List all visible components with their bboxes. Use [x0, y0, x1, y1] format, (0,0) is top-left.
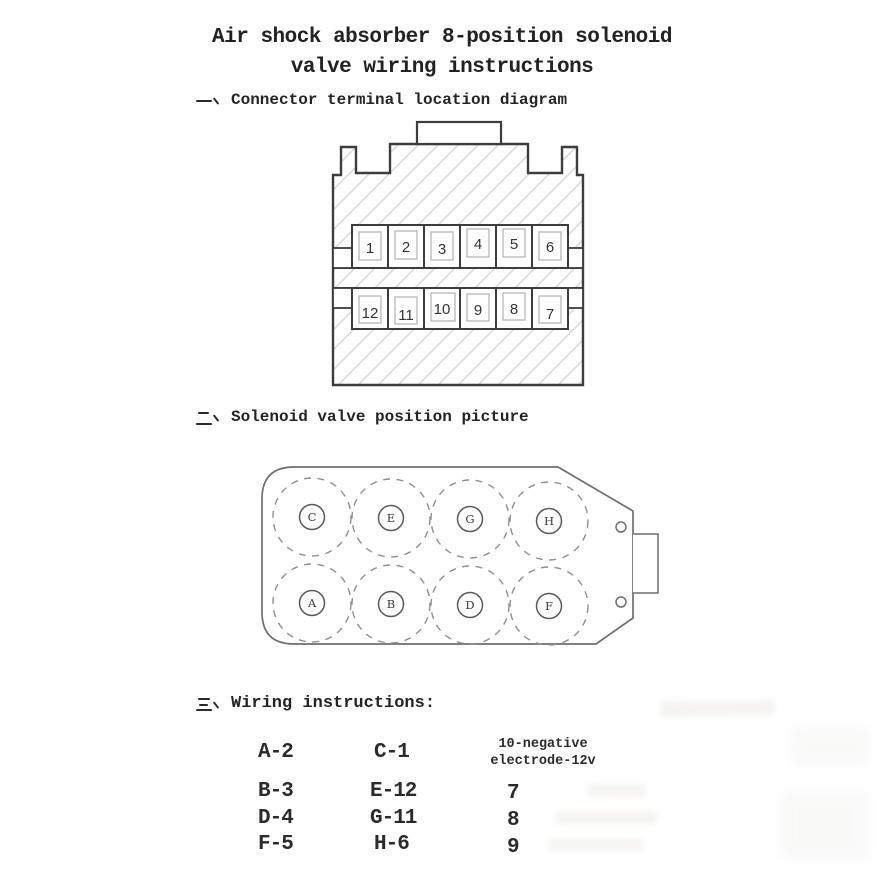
wiring-terminal-9: 9	[507, 836, 519, 859]
wiring-pair-B3: B-3	[258, 780, 293, 803]
wiring-pair-A2: A-2	[258, 741, 293, 764]
terminal-8-label: 8	[509, 301, 519, 318]
wiring-terminal-7: 7	[507, 782, 519, 805]
terminal-row-top	[352, 225, 568, 268]
valve-F-label: F	[545, 599, 553, 613]
section-1-heading	[195, 91, 567, 109]
page-title-line1: Air shock absorber 8-position solenoid	[212, 26, 672, 49]
connector-key-tab	[417, 122, 501, 144]
cjk-comma-mark	[212, 697, 223, 711]
bleed-through-smudge	[556, 811, 658, 824]
section-2-heading	[195, 408, 529, 426]
bleed-through-smudge	[548, 838, 644, 851]
cjk-three-marker	[195, 698, 212, 711]
terminal-10-label: 10	[433, 301, 451, 318]
terminal-6-label: 6	[545, 239, 555, 256]
valve-connector-tab	[633, 534, 658, 593]
negative-note-line1: 10-negative	[498, 737, 588, 752]
valve-G-label: G	[465, 512, 475, 526]
terminal-11-label: 11	[398, 307, 414, 324]
cjk-comma-mark	[212, 93, 223, 107]
bleed-through-smudge	[588, 784, 646, 797]
wiring-pair-D4: D-4	[258, 807, 293, 830]
terminal-2-label: 2	[401, 239, 411, 256]
section-3-label: Wiring instructions:	[231, 694, 436, 713]
negative-note-line2: electrode-12v	[490, 754, 596, 769]
valve-B-label: B	[386, 597, 396, 611]
terminal-12-label: 12	[361, 305, 379, 322]
valve-E-label: E	[386, 511, 396, 525]
bleed-through-smudge	[790, 726, 870, 766]
terminal-1-label: 1	[365, 240, 375, 257]
terminal-7-label: 7	[545, 306, 555, 323]
valve-C-label: C	[307, 510, 317, 524]
valve-A-label: A	[307, 596, 317, 610]
terminal-row-bottom	[352, 288, 568, 329]
valve-H-label: H	[543, 514, 555, 528]
cjk-two-marker	[195, 412, 212, 425]
notch-bottom-left	[333, 288, 353, 308]
bleed-through-smudge	[660, 700, 775, 717]
terminal-3-label: 3	[437, 241, 447, 258]
cjk-one-marker	[195, 95, 212, 108]
section-3-heading	[195, 694, 435, 713]
solenoid-valve-diagram	[255, 458, 665, 658]
section-2-label: Solenoid valve position picture	[231, 408, 529, 426]
wiring-pair-G11: G-11	[370, 807, 417, 830]
negative-electrode-note	[483, 736, 603, 770]
wiring-terminal-8: 8	[507, 809, 519, 832]
terminal-4-label: 4	[473, 236, 483, 253]
page-title-line2: valve wiring instructions	[290, 56, 594, 79]
wiring-pair-F5: F-5	[258, 833, 293, 856]
notch-top-left	[333, 248, 353, 268]
valve-D-label: D	[465, 598, 475, 612]
terminal-9-label: 9	[473, 302, 483, 319]
cjk-comma-mark	[212, 410, 223, 424]
wiring-pair-C1: C-1	[374, 741, 409, 764]
wiring-pair-H6: H-6	[374, 833, 409, 856]
terminal-5-label: 5	[509, 236, 519, 253]
wiring-pair-E12: E-12	[370, 780, 417, 803]
connector-terminal-diagram	[325, 118, 587, 390]
section-1-label: Connector terminal location diagram	[231, 91, 568, 109]
bleed-through-smudge	[780, 790, 870, 860]
